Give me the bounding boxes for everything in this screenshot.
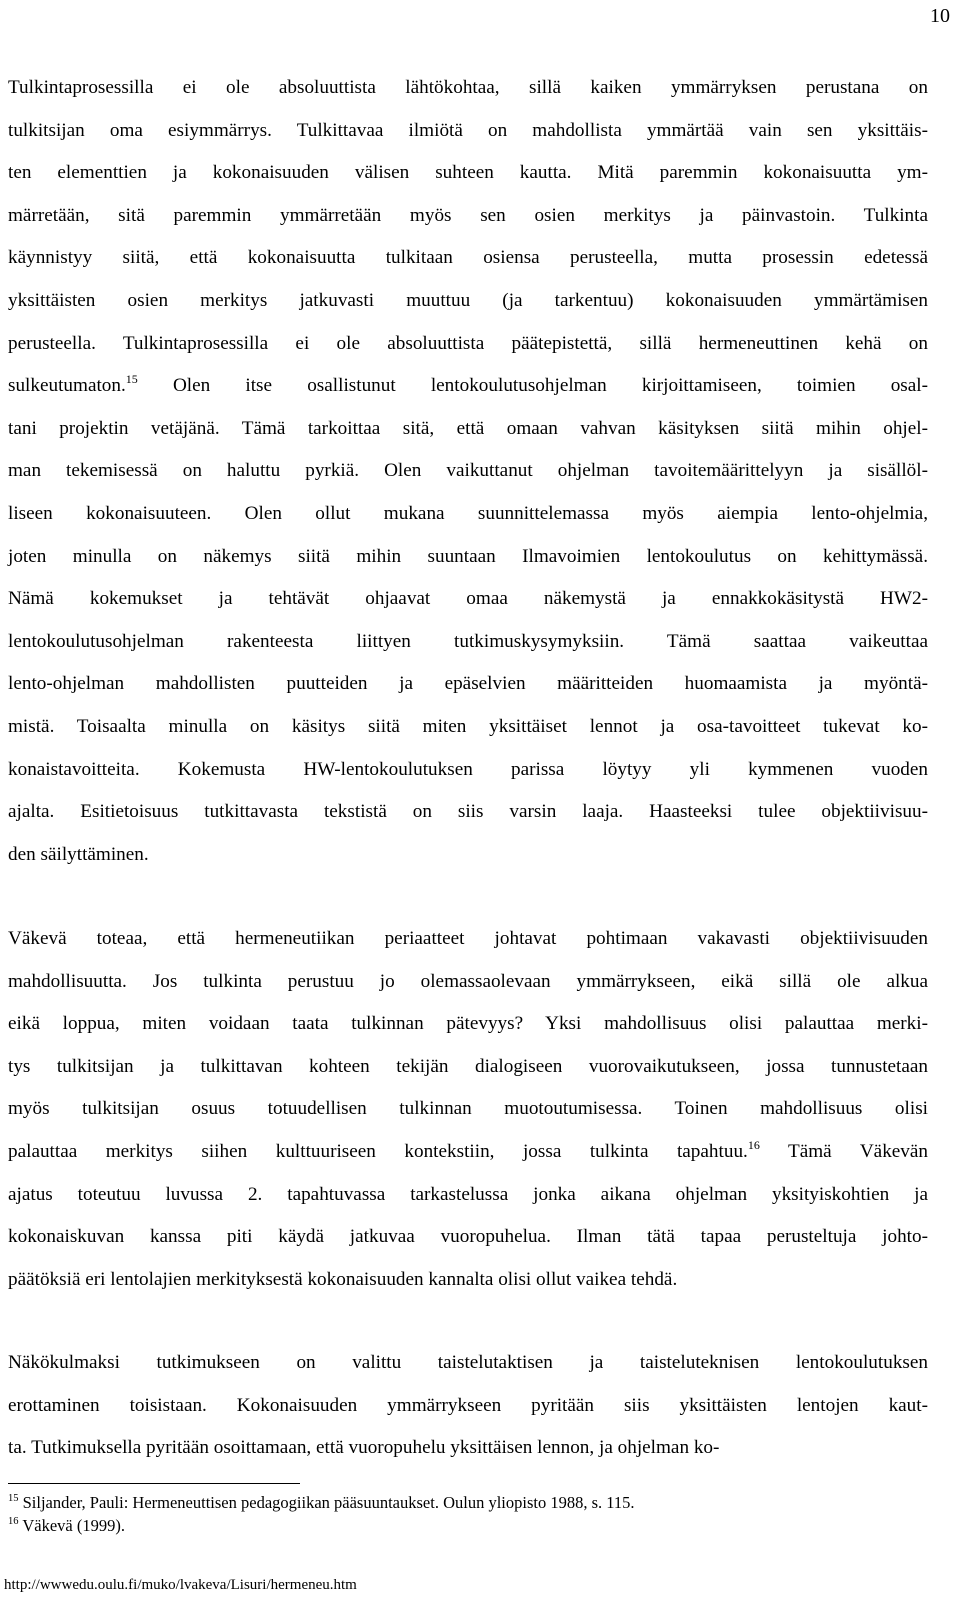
text-line: tys tulkitsijan ja tulkittavan kohteen tekijän dialogiseen vuorovaikutukseen, jossa tunnustetaan (8, 1055, 928, 1077)
text-line: mistä. Toisaalta minulla on käsitys siitä miten yksittäiset lennot ja osa-tavoitteet tukevat ko- (8, 715, 928, 737)
text-line: den säilyttäminen. (8, 843, 149, 865)
text-line: liseen kokonaisuuteen. Olen ollut mukana suunnittelemassa myös aiempia lento-ohjelmia, (8, 502, 928, 524)
footnote-reference: 16 (747, 1137, 760, 1152)
text-line: mahdollisuutta. Jos tulkinta perustuu jo olemassaolevaan ymmärrykseen, eikä sillä ole alkua (8, 970, 928, 992)
footnote-separator (8, 1483, 300, 1484)
text-line: Nämä kokemukset ja tehtävät ohjaavat omaa näkemystä ja ennakkokäsitystä HW2- (8, 588, 928, 610)
text-line: lentokoulutusohjelman rakenteesta liittyen tutkimuskysymyksiin. Tämä saattaa vaikeuttaa (8, 630, 928, 652)
paragraph-1 (8, 67, 928, 876)
source-url: http://wwwedu.oulu.fi/muko/lvakeva/Lisuri/hermeneu.htm (4, 1577, 357, 1593)
text-line: ta. Tutkimuksella pyritään osoittamaan, että vuoropuhelu yksittäisen lennon, ja ohjelman ko- (8, 1437, 720, 1459)
text-line: ten elementtien ja kokonaisuuden välisen suhteen kautta. Mitä paremmin kokonaisuutta ym- (8, 162, 928, 184)
paragraph-3 (8, 1342, 928, 1470)
text-line: Tulkintaprosessilla ei ole absoluuttista lähtökohtaa, sillä kaiken ymmärryksen perustana on (8, 77, 928, 98)
text-line: man tekemisessä on haluttu pyrkiä. Olen vaikuttanut ohjelman tavoitemäärittelyyn ja sisällöl- (8, 460, 928, 482)
text-line: eikä loppua, miten voidaan taata tulkinnan pätevyys? Yksi mahdollisuus olisi palauttaa merki- (8, 1013, 928, 1035)
text-line (8, 365, 928, 408)
text-line: erottaminen toisistaan. Kokonaisuuden ymmärrykseen pyritään siis yksittäisten lentojen kaut- (8, 1394, 928, 1416)
text-line: myös tulkitsijan osuus totuudellisen tulkinnan muotoutumisessa. Toinen mahdollisuus olisi (8, 1098, 928, 1120)
footnote-text: Väkevä (1999). (22, 1516, 125, 1535)
text-segment: Olen itse osallistunut lentokoulutusohjelman kirjoittamiseen, toimien osal- (137, 375, 928, 397)
text-line: konaistavoitteita. Kokemusta HW-lentokoulutuksen parissa löytyy yli kymmenen vuoden (8, 758, 928, 780)
text-segment: palauttaa merkitys siihen kulttuuriseen kontekstiin, jossa tulkinta tapahtuu. (8, 1140, 748, 1162)
text-line: yksittäisten osien merkitys jatkuvasti muuttuu (ja tarkentuu) kokonaisuuden ymmärtämisen (8, 289, 928, 311)
text-line: märretään, sitä paremmin ymmärretään myös sen osien merkitys ja päinvastoin. Tulkinta (8, 204, 928, 226)
text-line: ajalta. Esitietoisuus tutkittavasta tekstistä on siis varsin laaja. Haasteeksi tulee objektiivisuu- (8, 801, 928, 823)
text-line: ajatus toteutuu luvussa 2. tapahtuvassa tarkastelussa jonka aikana ohjelman yksityiskohtien ja (8, 1183, 928, 1205)
text-line: perusteella. Tulkintaprosessilla ei ole absoluuttista päätepistettä, sillä hermeneuttinen kehä on (8, 332, 928, 354)
footnote-16 (8, 1514, 928, 1537)
text-line: Näkökulmaksi tutkimukseen on valittu taistelutaktisen ja taisteluteknisen lentokoulutuksen (8, 1352, 928, 1373)
footnote-reference: 15 (125, 371, 138, 386)
text-line: lento-ohjelman mahdollisten puutteiden ja epäselvien määritteiden huomaamista ja myöntä- (8, 673, 928, 695)
paragraph-2 (8, 918, 928, 1301)
text-segment: sulkeutumaton. (8, 375, 126, 397)
footnote-number: 16 (8, 1515, 19, 1527)
text-line (8, 1131, 928, 1174)
footnotes (8, 1491, 928, 1537)
text-line: joten minulla on näkemys siitä mihin suuntaan Ilmavoimien lentokoulutus on kehittymässä. (8, 545, 928, 567)
text-segment: Tämä Väkevän (759, 1140, 929, 1162)
text-line: tani projektin vetäjänä. Tämä tarkoittaa sitä, että omaan vahvan käsityksen siitä mihin ohjel- (8, 417, 928, 439)
page-number: 10 (930, 5, 950, 27)
footnote-number: 15 (8, 1492, 19, 1504)
text-line: käynnistyy siitä, että kokonaisuutta tulkitaan osiensa perusteella, mutta prosessin edetessä (8, 247, 928, 269)
footnote-15 (8, 1491, 928, 1514)
text-line: Väkevä toteaa, että hermeneutiikan periaatteet johtavat pohtimaan vakavasti objektiivisuuden (8, 928, 928, 949)
text-line: tulkitsijan oma esiymmärrys. Tulkittavaa ilmiötä on mahdollista ymmärtää vain sen yksittäis- (8, 119, 928, 141)
text-line: kokonaiskuvan kanssa piti käydä jatkuvaa vuoropuhelua. Ilman tätä tapaa perusteltuja johto- (8, 1226, 928, 1248)
footnote-text: Siljander, Pauli: Hermeneuttisen pedagogiikan pääsuuntaukset. Oulun yliopisto 1988, s. 115. (22, 1493, 635, 1512)
text-line: päätöksiä eri lentolajien merkityksestä kokonaisuuden kannalta olisi ollut vaikea tehdä. (8, 1268, 678, 1290)
